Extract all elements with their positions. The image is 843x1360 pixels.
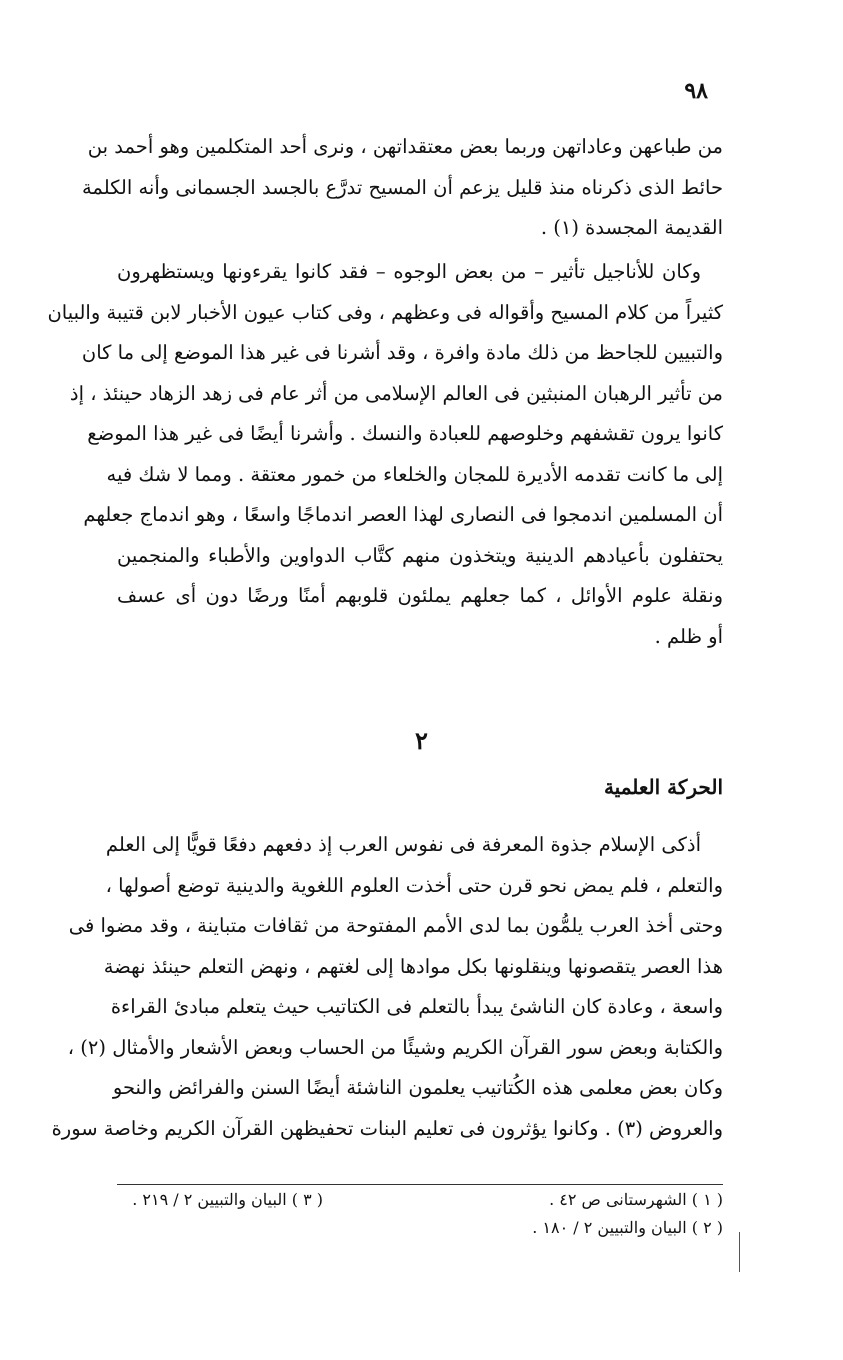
footnote-row [117,1186,723,1214]
text-line: كثيراً من كلام المسيح وأقواله فى وعظهم ، وفى كتاب عيون الأخبار لابن قتيبة والبيان [47,300,723,324]
section-number: ٢ [415,726,428,755]
footnotes [117,1186,723,1242]
text-line: أن المسلمين اندمجوا فى النصارى لهذا العصر اندماجًا واسعًا ، وهو اندماج جعلهم [83,503,723,526]
text-line: ونقلة علوم الأوائل ، كما جعلهم يملئون قلوبهم أمنًا ورضًا دون أى عسف [117,584,723,607]
text-line: أذكى الإسلام جذوة المعرفة فى نفوس العرب إذ دفعهم دفعًا قويًّا إلى العلم [105,833,701,856]
margin-rule [739,1232,740,1272]
text-line: من طباعهن وعاداتهن وربما بعض معتقداتهن ، ونرى أحد المتكلمين وهو أحمد بن [87,135,723,158]
text-line: والكتابة وبعض سور القرآن الكريم وشيئًا من الحساب وبعض الأشعار والأمثال (٢) ، [67,1035,723,1059]
paragraph-1 [81,127,723,249]
text-line: والتعلم ، فلم يمض نحو قرن حتى أخذت العلوم اللغوية والدينية توضع أصولها ، [105,873,723,897]
text-line: وحتى أخذ العرب يلمُّون بما لدى الأمم المفتوحة من ثقافات متباينة ، وقد مضوا فى [68,914,723,937]
footnote-row [117,1214,723,1242]
footnote-3: ( ٣ ) البيان والتبيين ٢ / ٢١٩ . [132,1190,323,1209]
text-line: حائط الذى ذكرناه منذ قليل يزعم أن المسيح تدرَّع بالجسد الجسمانى وأنه الكلمة [81,175,723,199]
footnote-1: ( ١ ) الشهرستانى ص ٤٢ . [549,1190,723,1209]
footnote-2: ( ٢ ) البيان والتبيين ٢ / ١٨٠ . [532,1218,723,1237]
text-line: القديمة المجسدة (١) . [540,216,723,239]
footnote-divider [117,1184,723,1185]
page-number: ٩٨ [684,78,708,104]
section-heading: الحركة العلمية [603,775,723,799]
text-line: من تأثير الرهبان المنبثين فى العالم الإسلامى من أثر عام فى زهد الزهاد حينئذ ، إذ [69,381,723,405]
text-line: هذا العصر يتقصونها وينقلونها بكل موادها إلى لغتهم ، ونهض التعلم حينئذ نهضة [103,954,723,978]
text-line: وكان للأناجيل تأثير – من بعض الوجوه – فقد كانوا يقرءونها ويستظهرون [117,260,701,283]
text-line: والعروض (٣) . وكانوا يؤثرون فى تعليم البنات تحفيظهن القرآن الكريم وخاصة سورة [51,1116,723,1140]
text-line: والتبيين للجاحظ من ذلك مادة وافرة ، وقد أشرنا فى غير هذا الموضع إلى ما كان [81,341,723,364]
text-line: كانوا يرون تقشفهم وخلوصهم للعبادة والنسك . وأشرنا أيضًا فى غير هذا الموضع [87,422,723,445]
text-line: إلى ما كانت تقدمه الأديرة للمجان والخلعاء من خمور معتقة . ومما لا شك فيه [106,462,723,486]
text-line: واسعة ، وعادة كان الناشئ يبدأ بالتعلم فى الكتاتيب حيث يتعلم مبادئ القراءة [110,995,723,1018]
text-line: أو ظلم . [654,624,723,648]
text-line: وكان بعض معلمى هذه الكُتاتيب يعلمون الناشئة أيضًا السنن والفرائض والنحو [112,1076,723,1099]
text-line: يحتفلون بأعيادهم الدينية ويتخذون منهم كتَّاب الدواوين والأطباء والمنجمين [117,543,723,567]
paragraph-2 [47,252,723,657]
paragraph-3 [51,825,723,1149]
